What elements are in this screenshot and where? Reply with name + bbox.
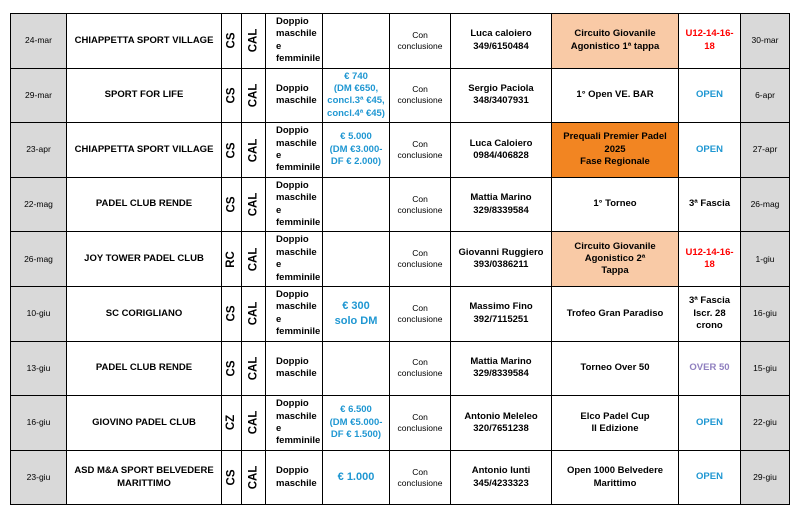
- text-line: conclusione: [397, 204, 443, 215]
- region-code: CAL: [247, 247, 260, 271]
- text-line: 3ª Fascia: [688, 198, 730, 210]
- province-cell: [222, 450, 242, 505]
- referee-cell: [451, 123, 552, 178]
- text-line: Agonistico 2ª: [584, 253, 646, 264]
- conclusion-cell: [390, 14, 451, 69]
- text-line: Elco Padel Cup: [580, 410, 650, 422]
- end-date-cell: 29-giu: [741, 450, 790, 505]
- text-line: 18: [704, 40, 715, 52]
- end-date-cell: 30-mar: [741, 14, 790, 69]
- category-cell: [266, 341, 323, 396]
- province-cell: [222, 232, 242, 287]
- text-line: Trofeo Gran Paradiso: [566, 307, 664, 319]
- region-cell: [242, 341, 266, 396]
- referee-cell: [451, 341, 552, 396]
- region-cell: [242, 450, 266, 505]
- event-name-cell: [552, 232, 679, 287]
- text-line: maschile e: [276, 410, 317, 434]
- prize-money-cell: [323, 341, 390, 396]
- region-code: CAL: [247, 465, 260, 490]
- text-line: Doppio: [276, 356, 309, 368]
- text-line: femminile: [276, 53, 321, 65]
- text-line: Con: [412, 193, 428, 204]
- text-line: U12-14-16-: [685, 28, 734, 40]
- text-line: Circuito Giovanile: [574, 28, 656, 40]
- province-code: CS: [225, 305, 238, 322]
- category-cell: [266, 14, 323, 69]
- end-date-cell: 16-giu: [741, 286, 790, 341]
- club-name-cell: SPORT FOR LIFE: [67, 68, 222, 123]
- text-line: Doppio: [276, 16, 309, 28]
- text-line: OVER 50: [689, 362, 730, 374]
- text-line: € 300: [342, 300, 370, 313]
- event-name-cell: [552, 341, 679, 396]
- event-name-cell: [552, 286, 679, 341]
- text-line: U12-14-16-: [685, 246, 734, 258]
- province-code: CS: [225, 32, 238, 49]
- event-name-cell: [552, 68, 679, 123]
- referee-cell: [451, 286, 552, 341]
- text-line: 392/7115251: [473, 313, 529, 325]
- club-name-cell: SC CORIGLIANO: [67, 286, 222, 341]
- referee-cell: [451, 177, 552, 232]
- club-name-cell: JOY TOWER PADEL CLUB: [67, 232, 222, 287]
- conclusion-cell: [390, 177, 451, 232]
- province-cell: [222, 14, 242, 69]
- referee-cell: [451, 232, 552, 287]
- conclusion-cell: [390, 396, 451, 451]
- end-date-cell: 22-giu: [741, 396, 790, 451]
- text-line: II Edizione: [591, 422, 639, 434]
- text-line: femminile: [276, 271, 321, 283]
- text-line: 348/3407931: [473, 95, 529, 107]
- text-line: DF € 1.500): [330, 429, 382, 441]
- club-name-cell: CHIAPPETTA SPORT VILLAGE: [67, 123, 222, 178]
- text-line: conclusione: [397, 259, 443, 270]
- category-note-cell: [679, 396, 741, 451]
- conclusion-cell: [390, 450, 451, 505]
- text-line: Doppio: [276, 289, 309, 301]
- club-name-cell: GIOVINO PADEL CLUB: [67, 396, 222, 451]
- start-date-cell: 23-apr: [11, 123, 67, 178]
- text-line: Torneo Over 50: [580, 362, 650, 374]
- text-line: Luca caloiero: [470, 28, 532, 40]
- category-note-cell: [679, 286, 741, 341]
- referee-cell: [451, 450, 552, 505]
- text-line: Doppio: [276, 179, 309, 191]
- text-line: concl.3ª €45,: [327, 95, 385, 107]
- text-line: maschile: [276, 477, 317, 489]
- text-line: Open 1000 Belvedere: [566, 465, 664, 477]
- text-line: Tappa: [601, 265, 629, 277]
- region-code: CAL: [247, 301, 260, 326]
- text-line: € 740: [344, 70, 368, 82]
- text-line: (DM €650,: [333, 83, 379, 95]
- text-line: Doppio: [276, 83, 309, 95]
- start-date-cell: 24-mar: [11, 14, 67, 69]
- text-line: conclusione: [397, 95, 443, 106]
- text-line: 345/4233323: [473, 477, 529, 489]
- text-line: Giovanni Ruggiero: [458, 246, 544, 258]
- text-line: maschile e: [276, 28, 317, 52]
- start-date-cell: 29-mar: [11, 68, 67, 123]
- category-cell: [266, 286, 323, 341]
- text-line: crono: [696, 319, 723, 331]
- text-line: Con: [412, 466, 428, 477]
- referee-cell: [451, 396, 552, 451]
- text-line: maschile e: [276, 301, 317, 325]
- tournament-rows: [11, 14, 790, 505]
- region-cell: [242, 14, 266, 69]
- prize-money-cell: [323, 232, 390, 287]
- text-line: Fase Regionale: [580, 156, 650, 168]
- text-line: 0984/406828: [473, 149, 529, 161]
- text-line: Con: [412, 84, 428, 95]
- text-line: Agonistico 1ª tappa: [570, 40, 660, 52]
- referee-cell: [451, 68, 552, 123]
- prize-money-cell: [323, 286, 390, 341]
- referee-cell: [451, 14, 552, 69]
- text-line: maschile: [276, 95, 317, 107]
- category-cell: [266, 177, 323, 232]
- prize-money-cell: [323, 177, 390, 232]
- text-line: 1° Torneo: [593, 198, 637, 210]
- text-line: 393/0386211: [473, 259, 529, 271]
- text-line: 320/7651238: [473, 422, 529, 434]
- text-line: Con: [412, 248, 428, 259]
- text-line: femminile: [276, 326, 321, 338]
- category-cell: [266, 396, 323, 451]
- text-line: femminile: [276, 216, 321, 228]
- category-cell: [266, 232, 323, 287]
- province-cell: [222, 68, 242, 123]
- text-line: Con: [412, 29, 428, 40]
- category-cell: [266, 123, 323, 178]
- event-name-cell: [552, 396, 679, 451]
- text-line: conclusione: [397, 313, 443, 324]
- text-line: Prequali Premier Padel: [563, 131, 667, 143]
- text-line: conclusione: [397, 40, 443, 51]
- text-line: OPEN: [696, 471, 723, 483]
- text-line: Luca Caloiero: [469, 137, 533, 149]
- text-line: Con: [412, 357, 428, 368]
- text-line: 3ª Fascia: [688, 295, 730, 307]
- table-row: [11, 123, 790, 178]
- text-line: 1° Open VE. BAR: [576, 89, 654, 101]
- text-line: maschile e: [276, 192, 317, 216]
- text-line: maschile: [276, 368, 317, 380]
- province-cell: [222, 286, 242, 341]
- end-date-cell: 27-apr: [741, 123, 790, 178]
- text-line: € 5.000: [340, 131, 372, 143]
- text-line: Mattia Marino: [470, 192, 532, 204]
- text-line: 18: [704, 259, 715, 271]
- prize-money-cell: [323, 14, 390, 69]
- region-code: CAL: [247, 138, 260, 162]
- text-line: 349/6150484: [473, 40, 529, 52]
- conclusion-cell: [390, 341, 451, 396]
- prize-money-cell: [323, 68, 390, 123]
- event-name-cell: [552, 14, 679, 69]
- start-date-cell: 23-giu: [11, 450, 67, 505]
- event-name-cell: [552, 177, 679, 232]
- club-name-cell: ASD M&A SPORT BELVEDERE MARITTIMO: [67, 450, 222, 505]
- province-cell: [222, 341, 242, 396]
- text-line: conclusione: [397, 368, 443, 379]
- club-name-cell: PADEL CLUB RENDE: [67, 341, 222, 396]
- region-code: CAL: [247, 192, 260, 217]
- category-note-cell: [679, 177, 741, 232]
- province-code: CS: [225, 141, 238, 158]
- text-line: solo DM: [334, 314, 378, 327]
- region-cell: [242, 232, 266, 287]
- table-row: [11, 68, 790, 123]
- text-line: femminile: [276, 435, 321, 447]
- start-date-cell: 10-giu: [11, 286, 67, 341]
- start-date-cell: 13-giu: [11, 341, 67, 396]
- province-cell: [222, 177, 242, 232]
- text-line: DF € 2.000): [330, 156, 382, 168]
- text-line: Con: [412, 138, 428, 149]
- region-code: CAL: [247, 83, 260, 108]
- conclusion-cell: [390, 68, 451, 123]
- text-line: Doppio: [276, 125, 309, 137]
- tournament-calendar: [10, 13, 789, 505]
- start-date-cell: 26-mag: [11, 232, 67, 287]
- prize-money-cell: [323, 450, 390, 505]
- text-line: € 6.500: [340, 404, 372, 416]
- text-line: 329/8339584: [473, 204, 529, 216]
- text-line: Antonio Meleleo: [464, 410, 538, 422]
- text-line: (DM €3.000-: [329, 143, 383, 155]
- region-code: CAL: [247, 28, 260, 53]
- province-code: CS: [225, 469, 238, 486]
- start-date-cell: 16-giu: [11, 396, 67, 451]
- table-row: [11, 177, 790, 232]
- text-line: Doppio: [276, 234, 309, 246]
- text-line: Doppio: [276, 398, 309, 410]
- conclusion-cell: [390, 286, 451, 341]
- text-line: 329/8339584: [473, 368, 529, 380]
- event-name-cell: [552, 450, 679, 505]
- category-note-cell: [679, 123, 741, 178]
- start-date-cell: 22-mag: [11, 177, 67, 232]
- region-code: CAL: [247, 356, 260, 381]
- region-cell: [242, 286, 266, 341]
- end-date-cell: 15-giu: [741, 341, 790, 396]
- region-cell: [242, 68, 266, 123]
- category-note-cell: [679, 450, 741, 505]
- text-line: Sergio Paciola: [468, 83, 534, 95]
- end-date-cell: 6-apr: [741, 68, 790, 123]
- text-line: conclusione: [397, 477, 443, 488]
- text-line: OPEN: [696, 89, 723, 101]
- text-line: maschile e: [276, 246, 317, 271]
- category-note-cell: [679, 341, 741, 396]
- category-cell: [266, 450, 323, 505]
- table-row: [11, 14, 790, 69]
- region-cell: [242, 123, 266, 178]
- region-cell: [242, 396, 266, 451]
- province-code: RC: [225, 250, 238, 268]
- text-line: Marittimo: [593, 477, 637, 489]
- text-line: Circuito Giovanile: [574, 240, 656, 252]
- province-code: CS: [225, 87, 238, 104]
- province-code: CZ: [225, 415, 238, 431]
- club-name-cell: CHIAPPETTA SPORT VILLAGE: [67, 14, 222, 69]
- text-line: (DM €5.000-: [329, 416, 383, 428]
- category-note-cell: [679, 14, 741, 69]
- text-line: Con: [412, 411, 428, 422]
- text-line: Iscr. 28: [693, 307, 726, 319]
- club-name-cell: PADEL CLUB RENDE: [67, 177, 222, 232]
- text-line: Mattia Marino: [470, 356, 532, 368]
- province-cell: [222, 123, 242, 178]
- prize-money-cell: [323, 123, 390, 178]
- text-line: OPEN: [696, 143, 723, 155]
- category-note-cell: [679, 68, 741, 123]
- end-date-cell: 26-mag: [741, 177, 790, 232]
- category-cell: [266, 68, 323, 123]
- event-name-cell: [552, 123, 679, 178]
- text-line: concl.4ª €45): [327, 107, 385, 119]
- prize-money-cell: [323, 396, 390, 451]
- text-line: 2025: [604, 143, 626, 155]
- region-code: CAL: [247, 411, 260, 435]
- category-note-cell: [679, 232, 741, 287]
- region-cell: [242, 177, 266, 232]
- text-line: conclusione: [397, 422, 443, 433]
- table-row: [11, 341, 790, 396]
- text-line: femminile: [276, 162, 321, 174]
- tournament-table: [10, 13, 790, 505]
- conclusion-cell: [390, 232, 451, 287]
- text-line: conclusione: [397, 149, 443, 160]
- table-row: [11, 396, 790, 451]
- province-code: CS: [225, 196, 238, 213]
- table-row: [11, 450, 790, 505]
- text-line: maschile e: [276, 137, 317, 161]
- text-line: Antonio Iunti: [471, 465, 531, 477]
- table-row: [11, 286, 790, 341]
- text-line: € 1.000: [337, 471, 375, 484]
- province-cell: [222, 396, 242, 451]
- text-line: Con: [412, 302, 428, 313]
- conclusion-cell: [390, 123, 451, 178]
- table-row: [11, 232, 790, 287]
- text-line: Doppio: [276, 465, 309, 477]
- text-line: Massimo Fino: [469, 301, 533, 313]
- text-line: OPEN: [696, 416, 723, 428]
- province-code: CS: [225, 360, 238, 377]
- end-date-cell: 1-giu: [741, 232, 790, 287]
